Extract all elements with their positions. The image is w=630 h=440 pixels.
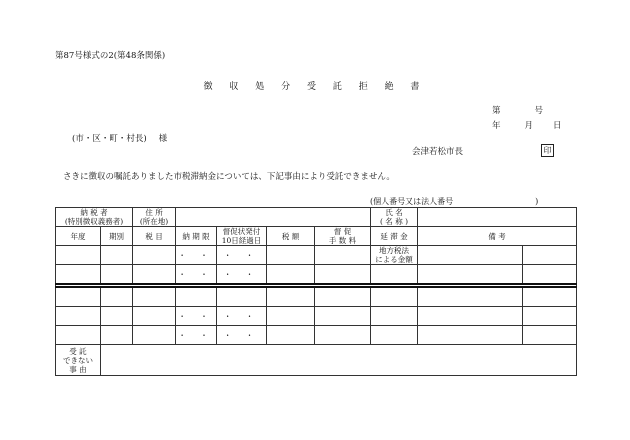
cell-reminder-fee[interactable] [315, 265, 371, 285]
cell-period[interactable] [101, 326, 133, 345]
table-row [56, 287, 577, 307]
col-tax-item: 税 目 [133, 227, 176, 246]
addressee-honorific: 様 [158, 134, 168, 144]
cell-fiscal-year[interactable] [56, 265, 101, 285]
cell-tax-amount[interactable] [267, 326, 315, 345]
address-value-cell[interactable] [176, 208, 371, 227]
col-reminder-date [217, 227, 267, 246]
tax-table [55, 207, 577, 376]
document-number [492, 104, 543, 116]
cell-reminder-date[interactable] [217, 287, 267, 307]
column-header-row [56, 227, 577, 246]
cell-tax-amount[interactable] [267, 246, 315, 265]
addressee [72, 132, 167, 144]
table-row [56, 265, 577, 285]
document-title: 徴 収 処 分 受 託 拒 絶 書 [203, 82, 427, 92]
cell-remarks-b[interactable] [523, 265, 577, 285]
cell-reminder-date[interactable]: ・ ・ [217, 326, 267, 345]
cell-remarks-b[interactable] [523, 307, 577, 326]
cell-due-date[interactable]: ・ ・ [176, 326, 217, 345]
reason-line1: 受 託 [69, 346, 87, 356]
reason-line3: 事 由 [69, 364, 87, 374]
cell-fiscal-year[interactable] [56, 287, 101, 307]
cell-due-date[interactable]: ・ ・ [176, 307, 217, 326]
cell-remarks-a[interactable] [418, 287, 523, 307]
col-tax-amount: 税 額 [267, 227, 315, 246]
cell-period[interactable] [101, 307, 133, 326]
col-fiscal-year: 年度 [56, 227, 101, 246]
cell-tax-item[interactable] [133, 326, 176, 345]
cell-period[interactable] [101, 287, 133, 307]
taxpayer-sublabel: (特別徴収義務者) [64, 217, 124, 226]
cell-reminder-fee[interactable] [315, 287, 371, 307]
cell-remarks-a[interactable] [418, 246, 523, 265]
cell-tax-amount[interactable] [267, 307, 315, 326]
cell-fiscal-year[interactable] [56, 307, 101, 326]
cell-reminder-fee[interactable] [315, 326, 371, 345]
date-year: 年 [492, 121, 501, 131]
issuer: 会津若松市長 [412, 147, 464, 157]
seal-mark: 印 [541, 144, 554, 157]
name-label-cell [371, 208, 418, 227]
cell-reminder-date[interactable]: ・ ・ [217, 265, 267, 285]
number-suffix: 号 [534, 106, 544, 116]
cell-late-fee[interactable] [371, 287, 418, 307]
table-row [56, 307, 577, 326]
cell-due-date[interactable]: ・ ・ [176, 265, 217, 285]
reason-row [56, 345, 577, 376]
cell-remarks-a[interactable] [418, 265, 523, 285]
col-late-fee: 延 滞 金 [371, 227, 418, 246]
col-reminder-line2: 10日経過日 [221, 236, 262, 245]
address-label-cell [133, 208, 176, 227]
name-value-cell[interactable] [418, 208, 577, 227]
name-sublabel: ( 名 称 ) [380, 217, 409, 226]
date-day: 日 [553, 121, 562, 131]
id-number-label: (個人番号又は法人番号 [370, 197, 454, 206]
col-due-date: 納 期 限 [176, 227, 217, 246]
cell-remarks-b[interactable] [523, 326, 577, 345]
col-fee-line2: 手 数 料 [328, 236, 357, 245]
name-label: 氏 名 [385, 208, 403, 217]
cell-tax-item[interactable] [133, 287, 176, 307]
cell-fiscal-year[interactable] [56, 246, 101, 265]
local-tax-law-cell [371, 246, 418, 265]
local-tax-law-line1: 地方税法 [379, 246, 410, 255]
cell-due-date[interactable]: ・ ・ [176, 246, 217, 265]
cell-remarks-a[interactable] [418, 307, 523, 326]
number-prefix: 第 [492, 106, 501, 116]
col-reminder-line1: 督促状発付 [222, 227, 261, 236]
local-tax-law-line2: による金額 [375, 255, 413, 264]
col-fee-line1: 督 促 [333, 227, 352, 236]
cell-remarks-b[interactable] [523, 287, 577, 307]
cell-tax-item[interactable] [133, 246, 176, 265]
taxpayer-label-cell [56, 208, 133, 227]
reason-value-cell[interactable] [101, 345, 577, 376]
address-label: 住 所 [145, 208, 163, 217]
cell-tax-amount[interactable] [267, 265, 315, 285]
table-row [56, 246, 577, 265]
address-sublabel: (所在地) [139, 217, 169, 226]
table-row [56, 326, 577, 345]
date-month: 月 [524, 121, 534, 131]
col-period: 期別 [101, 227, 133, 246]
cell-tax-amount[interactable] [267, 287, 315, 307]
addressee-name: (市・区・町・村長) [72, 134, 147, 144]
id-number-line [370, 196, 538, 207]
cell-due-date[interactable] [176, 287, 217, 307]
document-date [492, 119, 562, 131]
cell-tax-item[interactable] [133, 265, 176, 285]
cell-late-fee[interactable] [371, 326, 418, 345]
cell-tax-item[interactable] [133, 307, 176, 326]
reason-line2: できない [63, 355, 93, 365]
cell-reminder-date[interactable]: ・ ・ [217, 246, 267, 265]
cell-period[interactable] [101, 246, 133, 265]
cell-remarks-b[interactable] [523, 246, 577, 265]
cell-late-fee[interactable] [371, 265, 418, 285]
taxpayer-label: 納 税 者 [80, 208, 108, 217]
cell-reminder-fee[interactable] [315, 246, 371, 265]
cell-reminder-fee[interactable] [315, 307, 371, 326]
form-number: 第87号様式の2(第48条関係) [55, 51, 166, 61]
taxpayer-row [56, 208, 577, 227]
cell-reminder-date[interactable]: ・ ・ [217, 307, 267, 326]
cell-fiscal-year[interactable] [56, 326, 101, 345]
col-remarks: 備 考 [418, 227, 577, 246]
col-reminder-fee [315, 227, 371, 246]
body-text: さきに徴収の嘱託ありました市税滞納金については、下記事由により受託できません。 [63, 172, 395, 182]
id-number-close: ) [535, 197, 539, 206]
cell-period[interactable] [101, 265, 133, 285]
cell-late-fee[interactable] [371, 307, 418, 326]
reason-label-cell [56, 345, 101, 376]
cell-remarks-a[interactable] [418, 326, 523, 345]
